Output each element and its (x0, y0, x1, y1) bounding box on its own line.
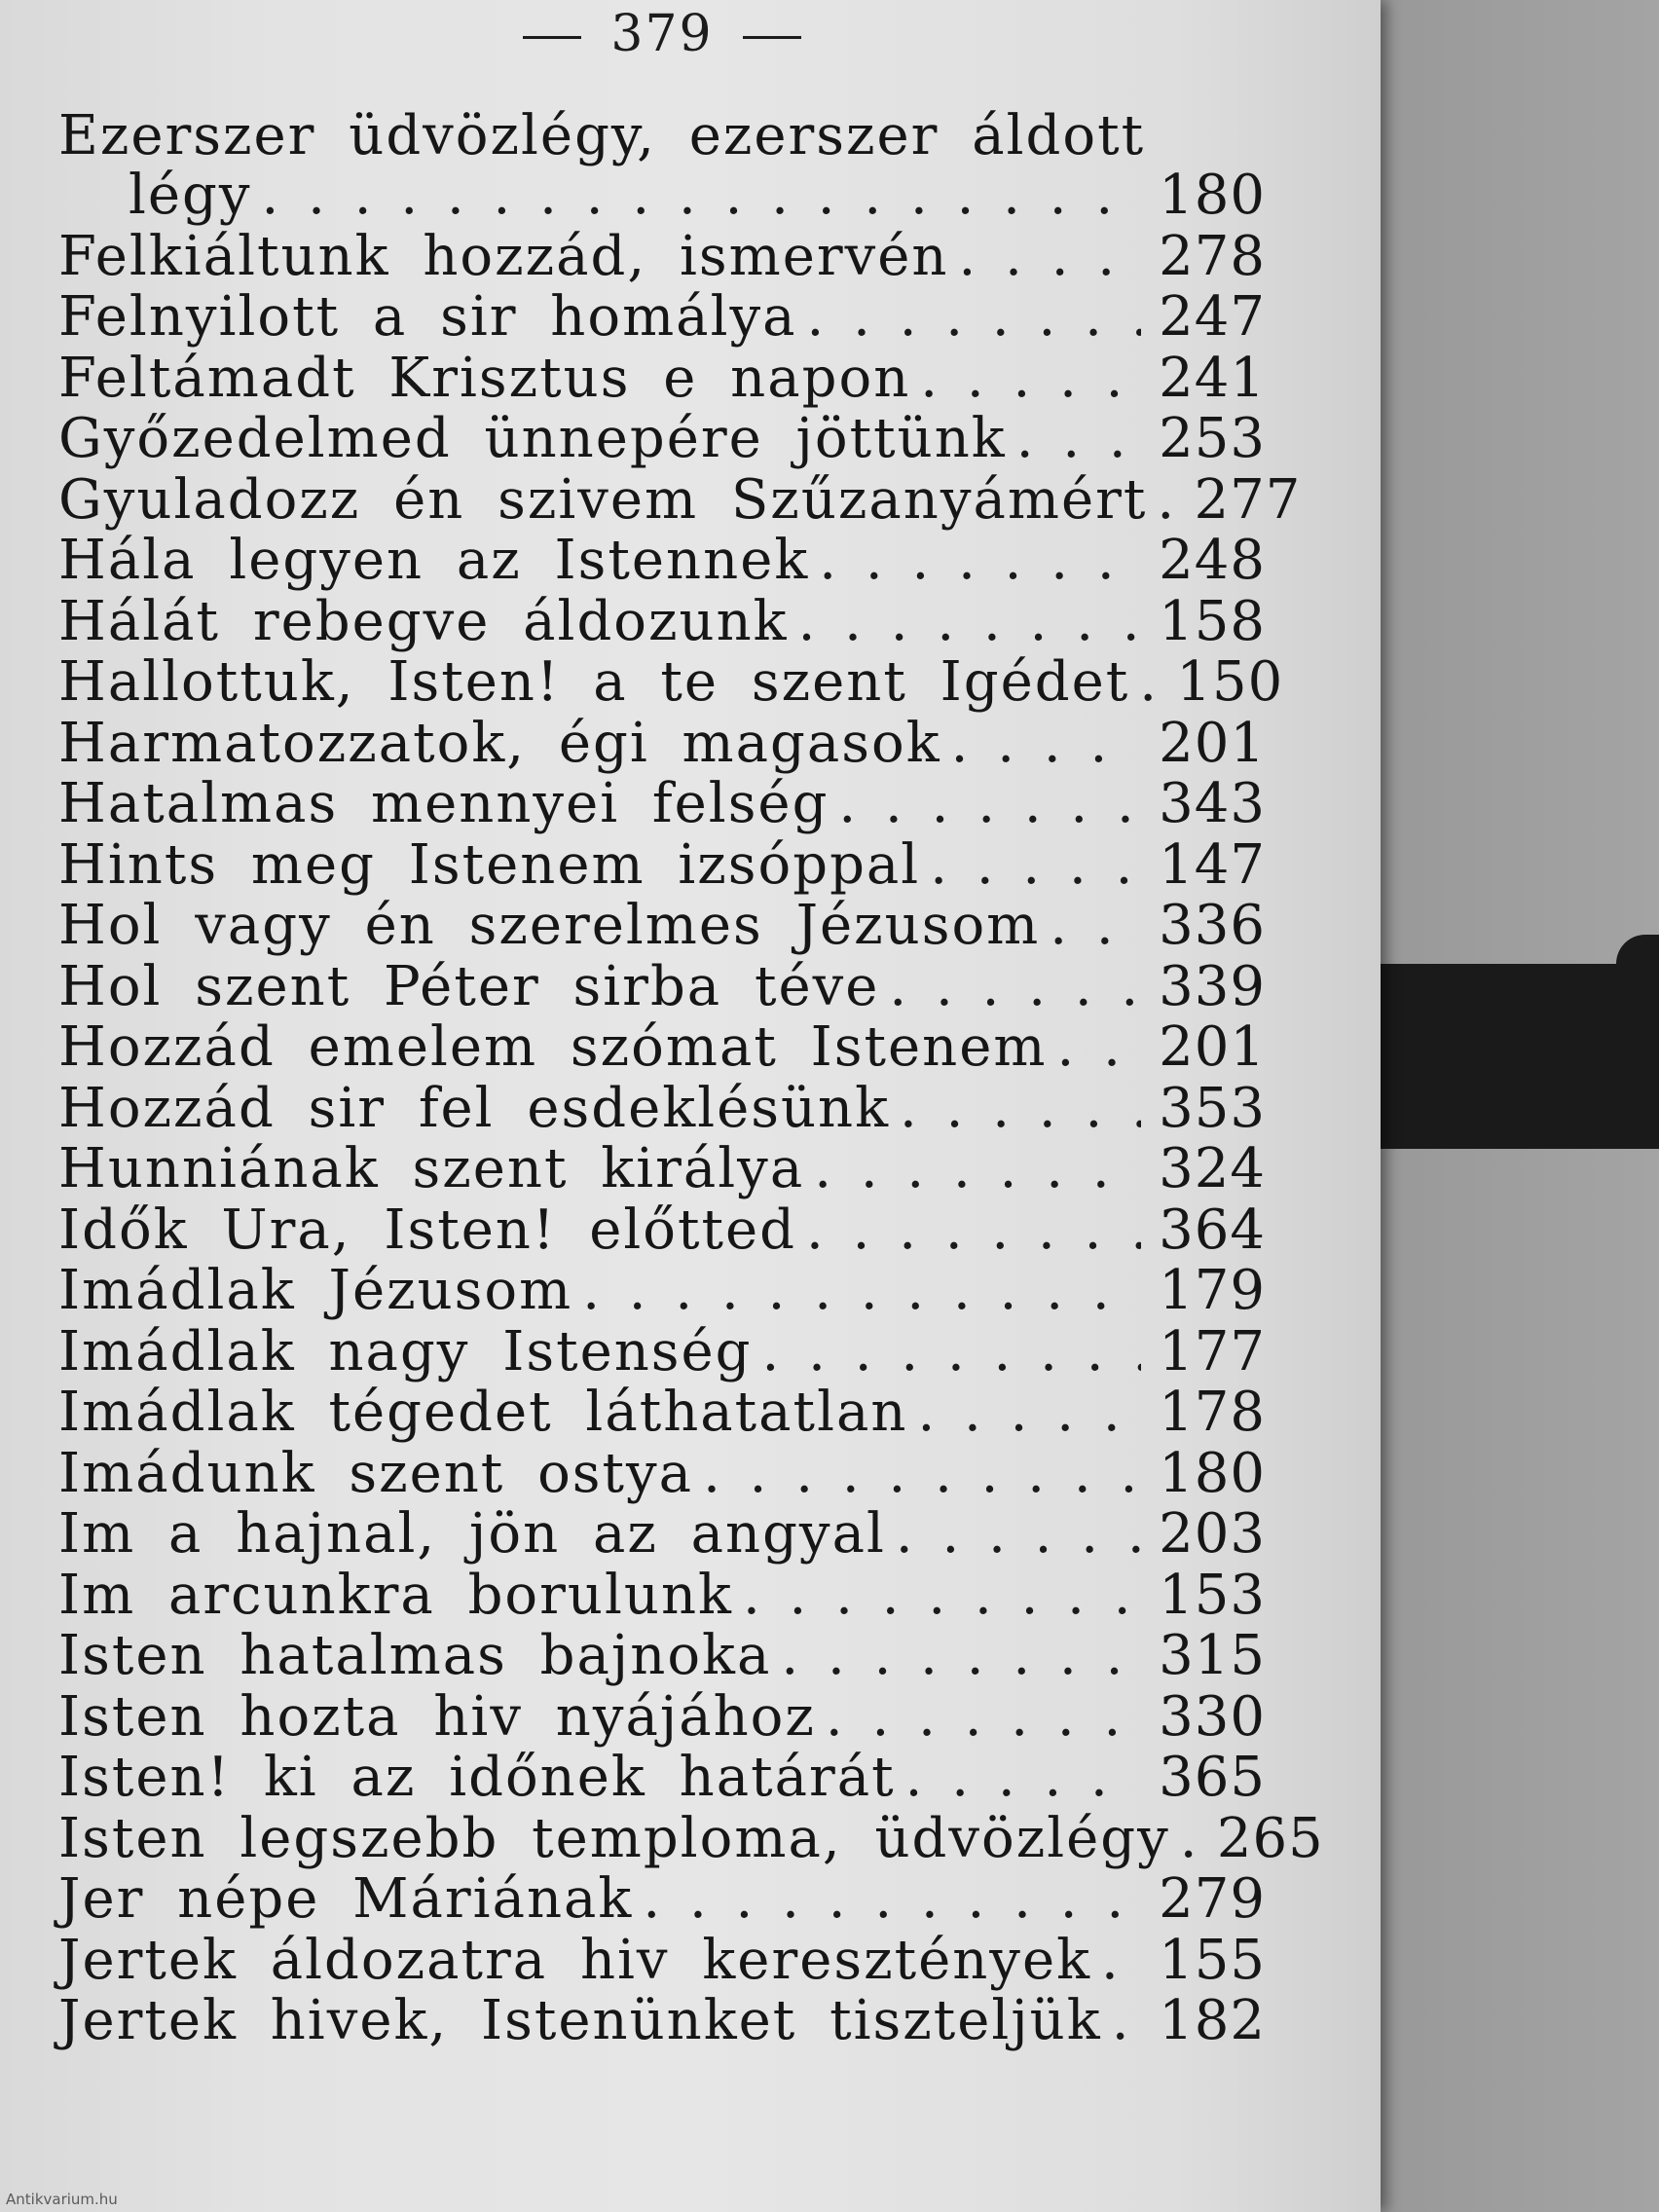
entry-title: légy (129, 164, 252, 227)
index-entry (58, 1806, 1324, 1870)
index-entry (58, 589, 1266, 653)
entry-page: 150 (1176, 650, 1284, 714)
entry-page: 203 (1159, 1502, 1266, 1566)
index-entry (58, 1748, 1266, 1809)
entry-title: Imádunk szent ostya (58, 1441, 694, 1505)
dot-leader (896, 1748, 1141, 1809)
dot-leader (890, 1079, 1141, 1140)
index-entry (58, 1261, 1266, 1322)
shadow-object-bar (1363, 964, 1659, 1149)
index-entry (58, 287, 1266, 349)
dot-leader (1147, 470, 1176, 532)
entry-title: Hol szent Péter sirba téve (58, 954, 880, 1018)
dot-leader (1007, 409, 1141, 470)
dot-leader (816, 1687, 1141, 1749)
entry-title: Hozzád sir fel esdeklésünk (58, 1076, 891, 1140)
entry-title: Harmatozzatok, égi magasok (58, 711, 941, 775)
entry-page: 364 (1159, 1198, 1266, 1262)
entry-title: Hatalmas mennyei felség (58, 772, 830, 835)
entry-page: 155 (1159, 1928, 1266, 1992)
entry-page: 179 (1159, 1259, 1266, 1322)
dot-leader (829, 774, 1141, 835)
dot-leader (948, 227, 1141, 288)
dot-leader (907, 1382, 1141, 1444)
index-entry (58, 1684, 1266, 1749)
entry-title: Felkiáltunk hozzád, ismervén (58, 224, 949, 288)
index-entry (58, 1441, 1266, 1505)
dot-leader (693, 1444, 1141, 1505)
entry-page: 201 (1159, 711, 1266, 775)
entry-page: 241 (1159, 346, 1266, 410)
dot-leader (1091, 1931, 1141, 1992)
dot-leader (941, 714, 1141, 775)
dot-leader (633, 1869, 1141, 1931)
entry-page: 180 (1159, 1441, 1266, 1505)
entry-title: Jertek hivek, Istenünket tiszteljük (58, 1989, 1102, 2052)
index-entry (58, 467, 1302, 532)
entry-title: Hozzád emelem szómat Istenem (58, 1015, 1048, 1079)
index-entry (58, 104, 1266, 167)
entry-title: Hallottuk, Isten! a te szent Igédet (58, 650, 1130, 714)
entry-page: 278 (1159, 224, 1266, 288)
entry-title: Isten hozta hiv nyájához (58, 1684, 816, 1749)
entry-page: 279 (1159, 1867, 1266, 1931)
entry-title: Jertek áldozatra hiv keresztények (58, 1928, 1092, 1992)
index-entry (58, 1928, 1266, 1992)
dot-leader (1102, 1991, 1141, 2052)
entry-page: 336 (1159, 894, 1266, 957)
dot-leader (804, 1139, 1141, 1200)
index-entry (58, 1626, 1266, 1687)
entry-title: Hála legyen az Istennek (58, 529, 810, 592)
index-entry (58, 650, 1284, 714)
entry-page: 247 (1159, 285, 1266, 349)
index-entry (58, 1991, 1266, 2052)
page-header (487, 0, 837, 78)
dot-leader (797, 287, 1142, 349)
dot-leader (252, 166, 1141, 227)
entry-title: Imádlak nagy Istenség (58, 1319, 753, 1383)
entry-page: 315 (1159, 1624, 1266, 1687)
entry-title: Isten legszebb temploma, üdvözlégy (58, 1806, 1170, 1870)
watermark: Antikvarium.hu (6, 2191, 118, 2208)
entry-title: Hol vagy én szerelmes Jézusom (58, 894, 1041, 957)
entry-page: 353 (1159, 1076, 1266, 1140)
dot-leader (1129, 652, 1159, 714)
dot-leader (1040, 896, 1141, 957)
entry-title: Jer népe Máriának (58, 1867, 634, 1931)
entry-title: Feltámadt Krisztus e napon (58, 346, 911, 410)
index-entry (58, 224, 1266, 288)
index-entry (58, 1319, 1266, 1383)
entry-page: 253 (1159, 407, 1266, 470)
entry-page: 330 (1159, 1684, 1266, 1749)
dot-leader (753, 1322, 1141, 1383)
dot-leader (920, 835, 1141, 897)
dot-leader (771, 1626, 1141, 1687)
index-entry (58, 896, 1266, 957)
entry-title: Gyuladozz én szivem Szűzanyámért (58, 467, 1148, 532)
index-entry (58, 711, 1266, 775)
dot-leader (572, 1261, 1141, 1322)
entry-title: Isten! ki az időnek határát (58, 1746, 896, 1809)
index-entry (58, 1076, 1266, 1140)
index-entry (58, 1139, 1266, 1200)
index-entry (58, 346, 1266, 410)
index-entry (58, 531, 1266, 592)
entry-title: Felnyilott a sir homálya (58, 285, 797, 349)
entry-title: Isten hatalmas bajnoka (58, 1624, 772, 1687)
entry-page: 343 (1159, 772, 1266, 835)
index-entry (58, 1200, 1266, 1262)
entry-page: 158 (1159, 589, 1266, 653)
dot-leader (910, 349, 1141, 410)
index-entry (58, 1563, 1266, 1627)
entry-title: Hálát rebegve áldozunk (58, 589, 789, 653)
index-list (58, 104, 1324, 2052)
entry-title: Hints meg Istenem izsóppal (58, 832, 921, 897)
index-entry (58, 832, 1266, 897)
header-dash-right (743, 36, 801, 39)
entry-title: Im a hajnal, jön az angyal (58, 1502, 886, 1566)
entry-page: 147 (1159, 832, 1266, 897)
index-entry (58, 774, 1266, 835)
index-entry (58, 954, 1266, 1018)
page-number: 379 (610, 5, 714, 63)
dot-leader (796, 1200, 1141, 1262)
header-dash-left (523, 36, 581, 39)
dot-leader (733, 1566, 1141, 1627)
index-entry (58, 1504, 1266, 1566)
index-entry (58, 409, 1266, 470)
index-entry (58, 1869, 1266, 1931)
entry-page: 153 (1159, 1563, 1266, 1627)
index-entry (58, 166, 1266, 227)
entry-page: 177 (1159, 1319, 1266, 1383)
entry-page: 201 (1159, 1015, 1266, 1079)
entry-page: 248 (1159, 529, 1266, 592)
entry-title: Imádlak Jézusom (58, 1259, 573, 1322)
entry-page: 339 (1159, 954, 1266, 1018)
entry-page: 277 (1194, 467, 1302, 532)
entry-page: 265 (1216, 1806, 1324, 1870)
dot-leader (1048, 1017, 1142, 1079)
entry-title: Győzedelmed ünnepére jöttünk (58, 407, 1007, 470)
entry-title: Idők Ura, Isten! előtted (58, 1198, 797, 1262)
entry-page: 324 (1159, 1137, 1266, 1200)
entry-title: Hunniának szent királya (58, 1137, 805, 1200)
dot-leader (1170, 1809, 1199, 1870)
index-entry (58, 1382, 1266, 1444)
entry-title: Imádlak tégedet láthatatlan (58, 1381, 908, 1444)
dot-leader (886, 1504, 1141, 1566)
index-entry (58, 1017, 1266, 1079)
entry-title: Ezerszer üdvözlégy, ezerszer áldott (58, 104, 1146, 167)
dot-leader (879, 957, 1141, 1018)
dot-leader (789, 592, 1141, 653)
entry-page: 178 (1159, 1381, 1266, 1444)
entry-title: Im arcunkra borulunk (58, 1563, 733, 1627)
dot-leader (809, 531, 1141, 592)
entry-page: 365 (1159, 1746, 1266, 1809)
entry-page: 180 (1159, 164, 1266, 227)
entry-page: 182 (1159, 1989, 1266, 2052)
